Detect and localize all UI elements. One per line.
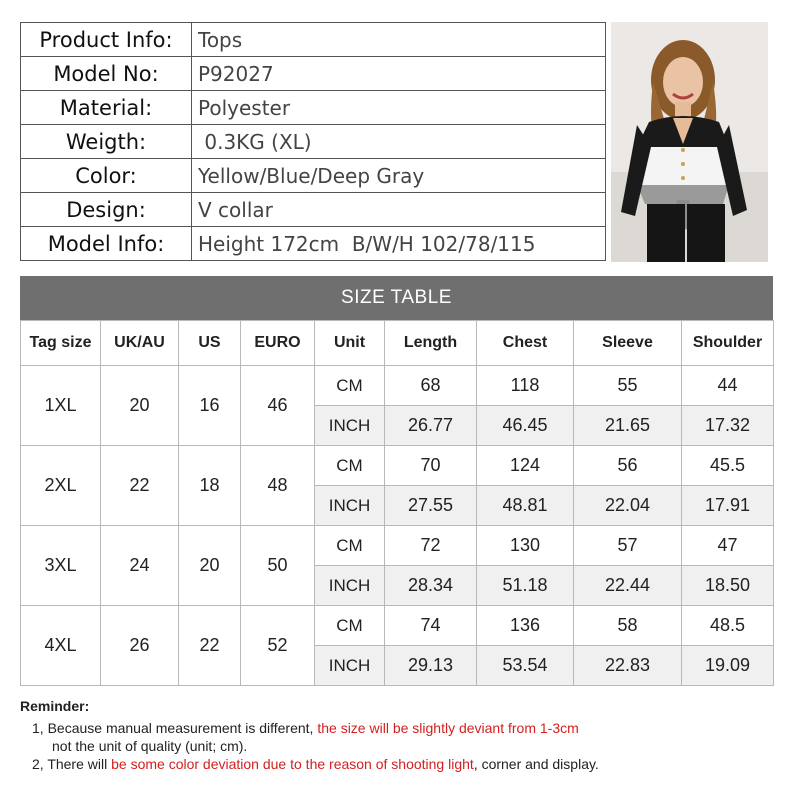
size-cell-cm-chest: 124 — [477, 446, 574, 486]
model-photo — [611, 22, 768, 262]
size-cell-cm-unit: CM — [315, 446, 385, 486]
size-cell-tag: 2XL — [21, 446, 101, 526]
info-label: Material: — [21, 91, 192, 125]
size-cell-us: 18 — [179, 446, 241, 526]
size-cell-inch-sleeve: 21.65 — [574, 406, 682, 446]
size-row-cm — [21, 366, 774, 406]
size-cell-inch-chest: 51.18 — [477, 566, 574, 606]
info-row — [21, 57, 606, 91]
size-cell-cm-length: 74 — [385, 606, 477, 646]
size-cell-inch-sleeve: 22.04 — [574, 486, 682, 526]
size-cell-cm-shoulder: 45.5 — [682, 446, 774, 486]
size-cell-euro: 50 — [241, 526, 315, 606]
size-cell-inch-length: 29.13 — [385, 646, 477, 686]
info-row — [21, 23, 606, 57]
info-value: 0.3KG (XL) — [192, 125, 606, 159]
size-cell-cm-length: 70 — [385, 446, 477, 486]
reminder-line-2-text: 2, There will — [32, 756, 112, 772]
info-label: Model No: — [21, 57, 192, 91]
size-row-cm — [21, 446, 774, 486]
size-cell-cm-unit: CM — [315, 526, 385, 566]
size-cell-inch-length: 26.77 — [385, 406, 477, 446]
size-cell-cm-chest: 118 — [477, 366, 574, 406]
info-value: Height 172cm B/W/H 102/78/115 — [192, 227, 606, 261]
reminder-line-1-continued: not the unit of quality (unit; cm). — [52, 738, 248, 754]
info-row — [21, 91, 606, 125]
size-cell-cm-sleeve: 57 — [574, 526, 682, 566]
size-cell-cm-chest: 136 — [477, 606, 574, 646]
info-row — [21, 193, 606, 227]
size-table-header-cell: UK/AU — [101, 321, 179, 366]
info-value: Polyester — [192, 91, 606, 125]
reminder-title: Reminder: — [20, 698, 90, 714]
size-cell-cm-unit: CM — [315, 366, 385, 406]
size-cell-uk: 24 — [101, 526, 179, 606]
info-label: Model Info: — [21, 227, 192, 261]
size-cell-inch-unit: INCH — [315, 646, 385, 686]
size-cell-cm-shoulder: 44 — [682, 366, 774, 406]
size-cell-us: 16 — [179, 366, 241, 446]
size-cell-inch-chest: 48.81 — [477, 486, 574, 526]
info-value: P92027 — [192, 57, 606, 91]
info-value: Yellow/Blue/Deep Gray — [192, 159, 606, 193]
size-cell-cm-unit: CM — [315, 606, 385, 646]
size-cell-us: 20 — [179, 526, 241, 606]
size-cell-cm-sleeve: 55 — [574, 366, 682, 406]
size-row-cm — [21, 606, 774, 646]
reminder-line-1-text: 1, Because manual measurement is different, — [32, 720, 318, 736]
info-row — [21, 227, 606, 261]
size-cell-tag: 1XL — [21, 366, 101, 446]
info-label: Color: — [21, 159, 192, 193]
size-cell-tag: 4XL — [21, 606, 101, 686]
size-cell-inch-sleeve: 22.83 — [574, 646, 682, 686]
size-table-header-cell: Tag size — [21, 321, 101, 366]
product-info-table — [20, 22, 606, 261]
size-table-header-cell: Sleeve — [574, 321, 682, 366]
size-cell-inch-sleeve: 22.44 — [574, 566, 682, 606]
size-cell-inch-length: 27.55 — [385, 486, 477, 526]
reminder-line-2-highlight: be some color deviation due to the reason of shooting light — [111, 756, 474, 772]
size-cell-uk: 20 — [101, 366, 179, 446]
reminder-line-1 — [20, 719, 780, 737]
size-table-header-cell: Shoulder — [682, 321, 774, 366]
size-cell-euro: 46 — [241, 366, 315, 446]
size-cell-cm-chest: 130 — [477, 526, 574, 566]
size-cell-uk: 22 — [101, 446, 179, 526]
size-table-header-cell: US — [179, 321, 241, 366]
size-cell-inch-unit: INCH — [315, 406, 385, 446]
info-label: Product Info: — [21, 23, 192, 57]
size-table-title: SIZE TABLE — [20, 276, 773, 320]
reminder-line-1-highlight: the size will be slightly deviant from 1-3cm — [317, 720, 579, 736]
size-cell-inch-unit: INCH — [315, 486, 385, 526]
size-table-header-cell: Chest — [477, 321, 574, 366]
size-cell-inch-shoulder: 17.32 — [682, 406, 774, 446]
size-cell-inch-chest: 46.45 — [477, 406, 574, 446]
size-table-header-cell: Length — [385, 321, 477, 366]
size-table-header-row — [21, 321, 774, 366]
size-cell-inch-shoulder: 19.09 — [682, 646, 774, 686]
info-label: Design: — [21, 193, 192, 227]
size-cell-us: 22 — [179, 606, 241, 686]
info-row — [21, 159, 606, 193]
size-cell-cm-length: 72 — [385, 526, 477, 566]
size-cell-cm-shoulder: 48.5 — [682, 606, 774, 646]
reminder-line-2 — [20, 755, 780, 773]
size-cell-inch-chest: 53.54 — [477, 646, 574, 686]
info-value: Tops — [192, 23, 606, 57]
size-cell-cm-sleeve: 58 — [574, 606, 682, 646]
size-cell-cm-length: 68 — [385, 366, 477, 406]
info-row — [21, 125, 606, 159]
size-table-header-cell: Unit — [315, 321, 385, 366]
size-cell-inch-unit: INCH — [315, 566, 385, 606]
size-cell-inch-shoulder: 17.91 — [682, 486, 774, 526]
size-table-header-cell: EURO — [241, 321, 315, 366]
reminder-line-2-end: , corner and display. — [473, 756, 599, 772]
size-row-cm — [21, 526, 774, 566]
info-label: Weigth: — [21, 125, 192, 159]
info-value: V collar — [192, 193, 606, 227]
size-cell-inch-length: 28.34 — [385, 566, 477, 606]
size-cell-cm-shoulder: 47 — [682, 526, 774, 566]
size-cell-cm-sleeve: 56 — [574, 446, 682, 486]
size-cell-inch-shoulder: 18.50 — [682, 566, 774, 606]
size-cell-tag: 3XL — [21, 526, 101, 606]
reminder-section — [20, 697, 780, 773]
size-cell-euro: 48 — [241, 446, 315, 526]
size-cell-uk: 26 — [101, 606, 179, 686]
size-cell-euro: 52 — [241, 606, 315, 686]
size-table — [20, 320, 774, 686]
model-photo-illustration — [611, 22, 768, 262]
